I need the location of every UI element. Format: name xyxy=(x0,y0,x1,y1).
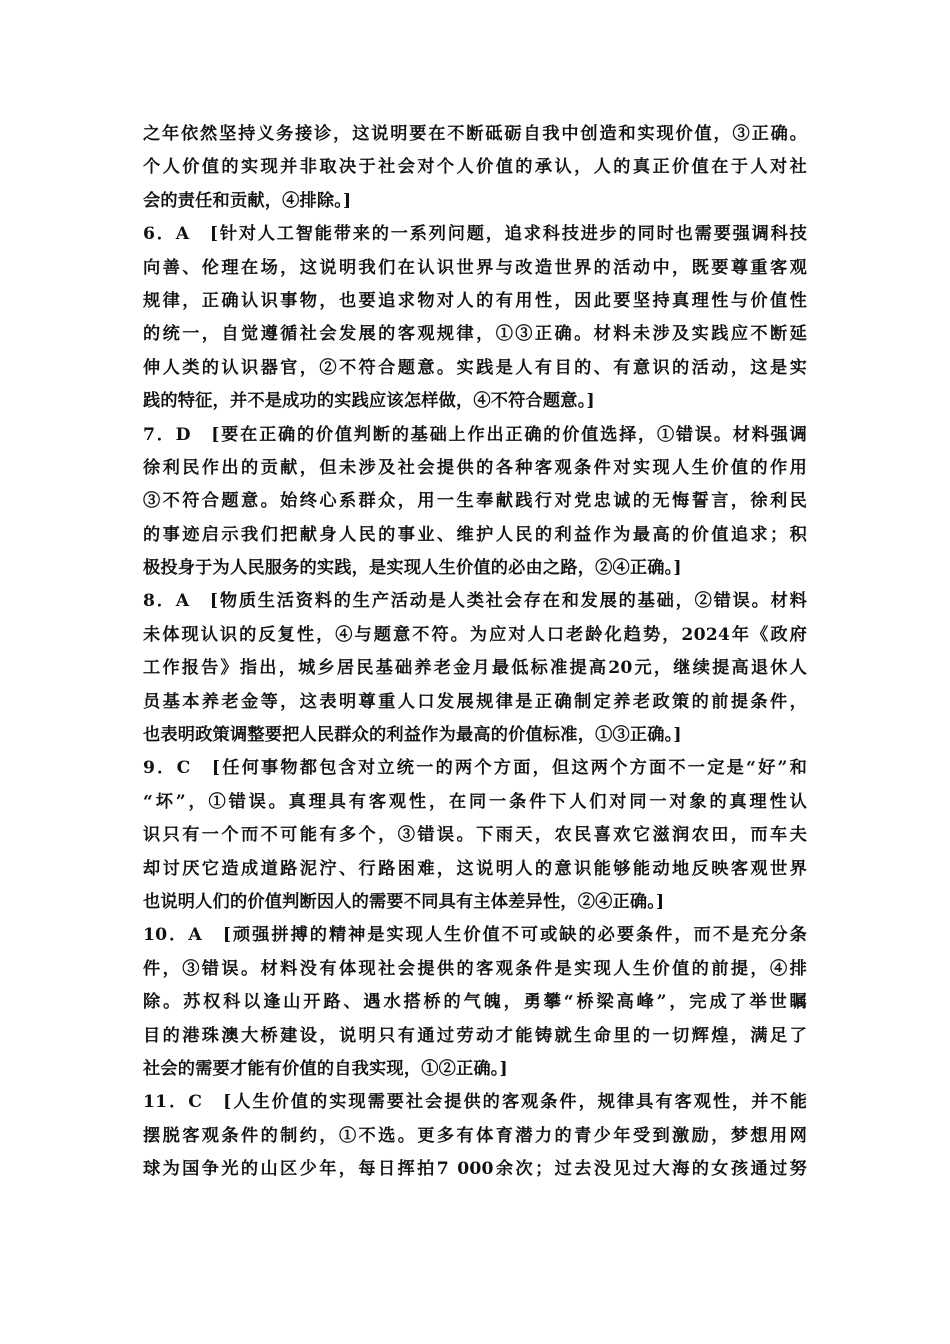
text-line: 的统一，自觉遵循社会发展的客观规律，①③正确。材料未涉及实践应不断延 xyxy=(143,324,807,345)
text-line: 11．C [人生价值的实现需要社会提供的客观条件，规律具有客观性，并不能 xyxy=(143,1092,807,1113)
text-line: 摆脱客观条件的制约，①不选。更多有体育潜力的青少年受到激励，梦想用网 xyxy=(143,1125,807,1146)
text-line: 极投身于为人民服务的实践，是实现人生价值的必由之路，②④正确。] xyxy=(143,558,682,579)
text-line: 工作报告》指出，城乡居民基础养老金月最低标准提高20元，继续提高退休人 xyxy=(143,658,807,679)
text-line: 践的特征，并不是成功的实践应该怎样做，④不符合题意。] xyxy=(143,391,595,412)
text-line: 未体现认识的反复性，④与题意不符。为应对人口老龄化趋势，2024年《政府 xyxy=(143,624,807,645)
text-line: 也说明人们的价值判断因人的需要不同具有主体差异性，②④正确。] xyxy=(143,891,665,912)
answer-document xyxy=(143,118,807,1187)
text-line: 6．A [针对人工智能带来的一系列问题，追求科技进步的同时也需要强调科技 xyxy=(143,224,807,245)
text-line: 会的责任和贡献，④排除。] xyxy=(143,190,352,211)
text-line: 也表明政策调整要把人民群众的利益作为最高的价值标准，①③正确。] xyxy=(143,725,682,746)
text-line: 规律，正确认识事物，也要追求物对人的有用性，因此要坚持真理性与价值性 xyxy=(143,290,807,311)
text-line: 7．D [要在正确的价值判断的基础上作出正确的价值选择，①错误。材料强调 xyxy=(143,424,807,445)
text-line: 8．A [物质生活资料的生产活动是人类社会存在和发展的基础，②错误。材料 xyxy=(143,591,807,612)
text-line: 伸人类的认识器官，②不符合题意。实践是人有目的、有意识的活动，这是实 xyxy=(143,357,807,378)
text-line: “坏”，①错误。真理具有客观性，在同一条件下人们对同一对象的真理性认 xyxy=(143,791,807,812)
text-line: 却讨厌它造成道路泥泞、行路困难，这说明人的意识能够能动地反映客观世界 xyxy=(143,858,807,879)
text-line: 个人价值的实现并非取决于社会对个人价值的承认，人的真正价值在于人对社 xyxy=(143,157,807,178)
text-line: 件，③错误。材料没有体现社会提供的客观条件是实现人生价值的前提，④排 xyxy=(143,958,807,979)
text-line: 之年依然坚持义务接诊，这说明要在不断砥砺自我中创造和实现价值，③正确。 xyxy=(143,124,807,144)
text-line: ③不符合题意。始终心系群众，用一生奉献践行对党忠诚的无悔誓言，徐利民 xyxy=(143,491,807,512)
text-line: 10．A [顽强拼搏的精神是实现人生价值不可或缺的必要条件，而不是充分条 xyxy=(143,925,807,946)
text-line: 识只有一个而不可能有多个，③错误。下雨天，农民喜欢它滋润农田，而车夫 xyxy=(143,825,807,846)
text-line: 目的港珠澳大桥建设，说明只有通过劳动才能铸就生命里的一切辉煌，满足了 xyxy=(143,1025,807,1046)
text-line: 9．C [任何事物都包含对立统一的两个方面，但这两个方面不一定是“好”和 xyxy=(143,758,807,779)
text-line: 社会的需要才能有价值的自我实现，①②正确。] xyxy=(143,1058,508,1079)
text-line: 球为国争光的山区少年，每日挥拍7 000余次；过去没见过大海的女孩通过努 xyxy=(143,1159,807,1180)
text-line: 的事迹启示我们把献身人民的事业、维护人民的利益作为最高的价值追求；积 xyxy=(143,524,807,545)
text-line: 员基本养老金等，这表明尊重人口发展规律是正确制定养老政策的前提条件， xyxy=(143,691,807,712)
text-line: 除。苏权科以逢山开路、遇水搭桥的气魄，勇攀“桥梁高峰”，完成了举世瞩 xyxy=(143,992,807,1013)
text-line: 徐利民作出的贡献，但未涉及社会提供的各种客观条件对实现人生价值的作用 xyxy=(143,457,807,478)
text-line: 向善、伦理在场，这说明我们在认识世界与改造世界的活动中，既要尊重客观 xyxy=(143,257,807,278)
